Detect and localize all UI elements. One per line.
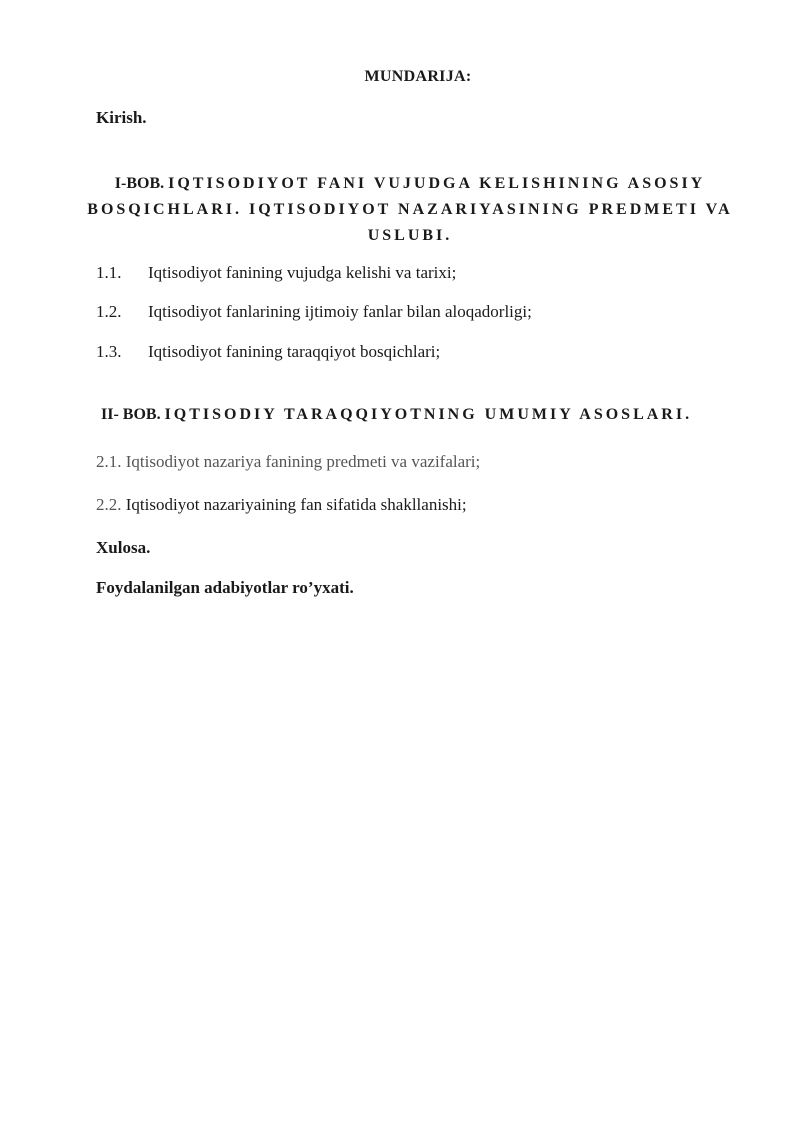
chapter-2-prefix: II- BOB. xyxy=(101,406,161,423)
chapter-2-heading xyxy=(101,406,692,424)
toc-entry-text: Iqtisodiyot fanining taraqqiyot bosqichlari; xyxy=(148,342,441,361)
toc-entry-1-3 xyxy=(96,342,440,362)
toc-entry-1-1 xyxy=(96,263,456,283)
toc-entry-1-2 xyxy=(96,302,532,322)
toc-entry-references: Foydalanilgan adabiyotlar ro’yxati. xyxy=(96,578,354,597)
toc-entry-number: 1.3. xyxy=(96,342,122,361)
toc-entry-number: 2.1. xyxy=(96,452,122,471)
toc-entry-text: Iqtisodiyot nazariya fanining predmeti va vazifalari; xyxy=(125,452,481,471)
chapter-1-prefix: I-BOB. xyxy=(114,175,165,192)
toc-entry-conclusion: Xulosa. xyxy=(96,538,151,557)
toc-entry-number: 1.1. xyxy=(96,263,122,282)
toc-entry-2-2 xyxy=(96,495,467,515)
toc-entry-text: Iqtisodiyot nazariyaining fan sifatida shakllanishi; xyxy=(125,495,467,514)
chapter-2-title: IQTISODIY TARAQQIYOTNING UMUMIY ASOSLARI. xyxy=(164,406,693,423)
toc-entry-text: Iqtisodiyot fanlarining ijtimoiy fanlar bilan aloqadorligi; xyxy=(148,302,532,321)
toc-entry-number: 1.2. xyxy=(96,302,122,321)
chapter-1-title: IQTISODIYOT FANI VUJUDGA KELISHINING ASOSIY BOSQICHLARI. IQTISODIYOT NAZARIYASINING PREDMETI VA USLUBI. xyxy=(87,175,733,244)
toc-entry-number: 2.2. xyxy=(96,495,122,514)
toc-entry-introduction: Kirish. xyxy=(96,108,147,127)
toc-entry-2-1 xyxy=(96,452,480,472)
table-of-contents-title: MUNDARIJA: xyxy=(364,68,472,85)
toc-entry-text: Iqtisodiyot fanining vujudga kelishi va tarixi; xyxy=(148,263,457,282)
chapter-1-heading xyxy=(80,171,740,249)
